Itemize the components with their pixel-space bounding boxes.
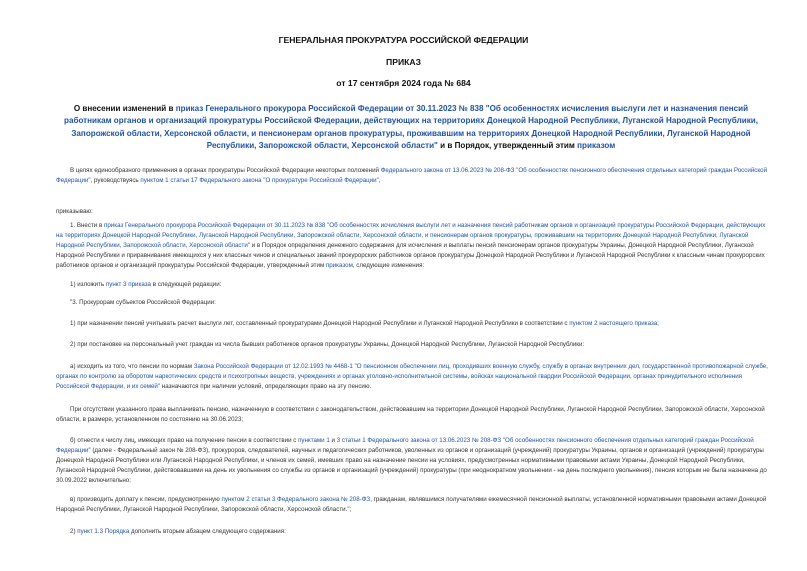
text: и bbox=[329, 437, 337, 444]
points-1-link[interactable]: пунктами 1 bbox=[298, 437, 330, 444]
org-heading: ГЕНЕРАЛЬНАЯ ПРОКУРАТУРА РОССИЙСКОЙ ФЕДЕРАЦИИ bbox=[278, 35, 529, 45]
procedure-link[interactable]: Порядка bbox=[104, 528, 130, 535]
paragraph-item-1 bbox=[56, 221, 768, 271]
text: В целях единообразного применения в органах прокуратуры Российской Федерации некоторых положений bbox=[70, 167, 381, 174]
text: (далее - Федеральный закон № 208-ФЗ), прокуроров, следователей, научных и педагогических работников, уволенных из органов и организаций (учреждений) прокуратуры Украины, органов и организаций (учреждений) прокуратуры Донецкой Народной Республики или Луганской Народной Республики, и членов их семей, имевших право на назначение пенсии на условиях, предусмотренных нормативными правовыми актами Украины, Донецкой Народной Республики, Луганской Народной Республики, действовавшими на день их увольнения со службы из органов и организаций (учреждений) прокуратуры (при неоднократном увольнении - на день последнего увольнения), пенсия которым не была назначена до 30.09.2022 включительно; bbox=[56, 447, 767, 485]
text: в) производить доплату к пенсии, предусмотренную bbox=[70, 496, 222, 503]
title-order-link-2[interactable]: приказом bbox=[577, 140, 616, 150]
date-number-heading: от 17 сентября 2024 года № 684 bbox=[336, 78, 471, 88]
text: , руководствуясь bbox=[90, 177, 141, 185]
title-text-2: и в Порядок, утвержденный этим bbox=[437, 140, 578, 150]
text: 2) при постановке на персональный учет граждан из числа бывших работников органов прокуратуры Украины, Донецкой Народной Республики, Луганской Народной Республики: bbox=[70, 341, 585, 348]
point-1-3-link[interactable]: пункт 1.3 bbox=[77, 528, 104, 535]
article-3-law-208-link[interactable]: пунктом 2 статьи 3 Федерального закона № 208-ФЗ bbox=[221, 496, 371, 503]
paragraph-order-word: приказываю: bbox=[56, 208, 93, 215]
paragraph-subitem-a bbox=[56, 362, 768, 392]
order-link[interactable]: приказом bbox=[325, 262, 353, 270]
text: , следующие изменения: bbox=[352, 262, 425, 270]
text: , гражданам, являвшимся получателями ежемесячной пенсионной выплаты, установленной нормативными правовыми актами Донецкой Народной Республики, Луганской Народной Республики, Запорожской области, Херсонской области."; bbox=[56, 496, 767, 514]
text: в следующей редакции: bbox=[150, 281, 222, 288]
paragraph-subitem-v bbox=[56, 495, 768, 515]
law-208-link[interactable]: Федерального закона от 13.06.2023 № 208-ФЗ "Об особенностях пенсионного обеспечения отдельных категорий граждан Российской Федерации" bbox=[56, 167, 768, 185]
paragraph-subitem-1-text bbox=[56, 319, 768, 329]
text: и в Порядок определения денежного содержания для исчисления и выплаты пенсий пенсионерам органов прокуратуры Украины, Донецкой Народной Республики, Луганской Народной Республики и приравнивания имеющихся у них классных чинов и специальных званий прокурорских работников органов прокуратуры Донецкой Народной Республики и Луганской Народной Республики к классным чинам прокурорских работников органов и организаций прокуратуры Российской Федерации, утвержденный этим bbox=[56, 242, 765, 270]
paragraph-subitem-2 bbox=[56, 340, 768, 350]
text: 2) bbox=[70, 528, 78, 535]
doc-type-heading: ПРИКАЗ bbox=[386, 57, 421, 67]
text: "3. Прокурорам субъектов Российской Федерации: bbox=[70, 299, 216, 306]
text: ; bbox=[657, 320, 659, 327]
paragraph-point-3 bbox=[56, 298, 768, 308]
title-text-1: О внесении изменений в bbox=[73, 104, 176, 113]
paragraph-subitem-b bbox=[56, 436, 768, 486]
paragraph-no-right bbox=[56, 405, 768, 425]
point-2-link[interactable]: пунктом 2 настоящего приказа bbox=[569, 320, 658, 327]
text: При отсутствии указанного права выплачивать пенсию, назначенную в соответствии с законодательством, действовавшим на территории Донецкой Народной Республики, Луганской Народной Республики, Запорожской области, Херсонской области, в размере, установленном по состоянию на 30.06.2023; bbox=[56, 406, 765, 424]
document-title bbox=[56, 103, 766, 152]
text: 1) при назначении пенсий учитывать расчет выслуги лет, составленный прокуратурами Донецкой Народной Республики и Луганской Народной Республики в соответствии с bbox=[70, 320, 570, 327]
title-order-link[interactable]: приказ Генерального прокурора Российской Федерации от 30.11.2023 № 838 "Об особенностях исчисления выслуги лет и назначения пенсий работникам органов и организаций прокуратуры Российской Федерации, действующих на территориях Донецкой Народной Республики, Луганской Народной Республики, Запорожской области, Херсонской области, и пенсионерам органов прокуратуры, проживавшим на территориях Донецкой Народной Республики, Луганской Народной Республики, Запорожской области, Херсонской области" bbox=[64, 104, 758, 150]
text: б) отнести к числу лиц, имеющих право на получение пенсии в соответствии с bbox=[70, 437, 299, 444]
text: назначаются при наличии условий, определяющих право на эту пенсию. bbox=[160, 383, 372, 391]
article-1-law-208-link[interactable]: 3 статьи 1 Федерального закона от 13.06.2023 № 208-ФЗ "Об особенностях пенсионного обеспечения отдельных категорий граждан Российской Федерации" bbox=[56, 437, 754, 455]
paragraph-subitem-2-procedure bbox=[56, 527, 768, 537]
text: дополнить вторым абзацем следующего содержания: bbox=[129, 528, 286, 535]
law-4468-link[interactable]: Закона Российской Федерации от 12.02.1993 № 4468-1 "О пенсионном обеспечении лиц, проходивших военную службу, службу в органах внутренних дел, государственной противопожарной службе, органах по контролю за оборотом наркотических средств и психотропных веществ, учреждениях и органах уголовно-исполнительной системы, войсках национальной гвардии Российской Федерации, органах принудительного исполнения Российской Федерации, и их семей" bbox=[56, 363, 768, 391]
paragraph-subitem-1 bbox=[56, 280, 768, 290]
prosecution-law-link[interactable]: пунктом 1 статьи 17 Федерального закона "О прокуратуре Российской Федерации" bbox=[140, 177, 379, 185]
paragraph-preamble bbox=[56, 166, 768, 186]
point-3-link[interactable]: пункт 3 приказа bbox=[105, 281, 151, 288]
text: 1. Внести в bbox=[70, 222, 104, 229]
text: , bbox=[378, 177, 381, 185]
text: 1) изложить bbox=[70, 281, 106, 288]
order-838-link[interactable]: приказ Генерального прокурора Российской Федерации от 30.11.2023 № 838 "Об особенностях исчисления выслуги лет и назначения пенсий работникам органов и организаций прокуратуры Российской Федерации, действующих на территориях Донецкой Народной Республики, Луганской Народной Республики, Запорожской области, Херсонской области, и пенсионерам органов прокуратуры, проживавшим на территориях Донецкой Народной Республики, Луганской Народной Республики, Запорожской области, Херсонской области" bbox=[56, 222, 766, 250]
text: а) исходить из того, что пенсии по нормам bbox=[70, 363, 194, 370]
